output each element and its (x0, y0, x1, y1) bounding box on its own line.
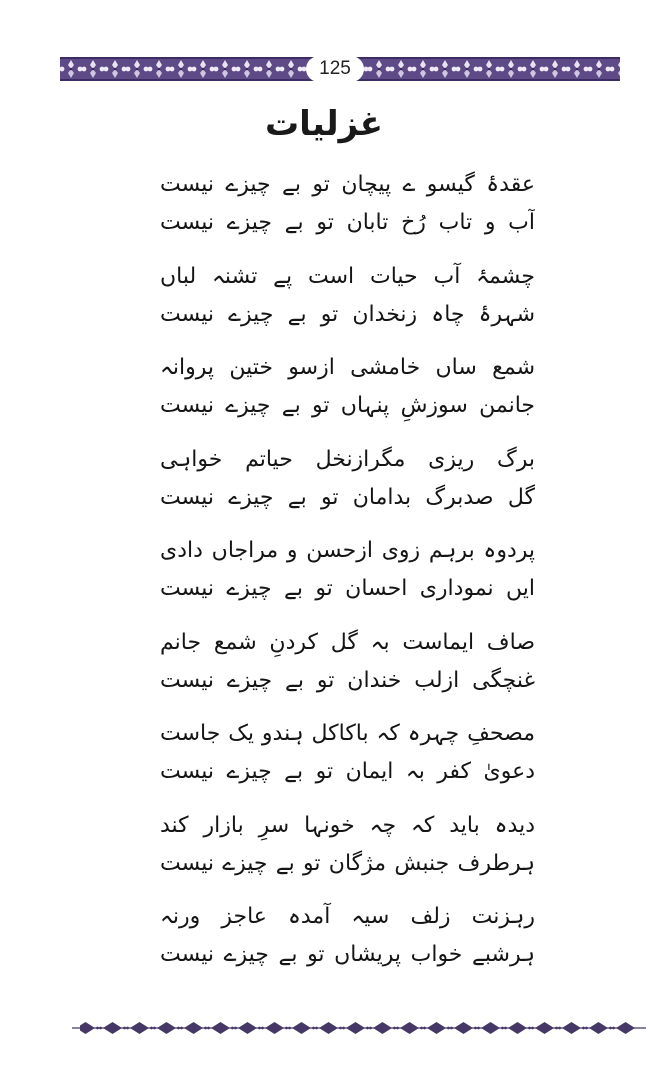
poem-body (160, 166, 535, 990)
couplet (160, 898, 535, 990)
footer-ornament-rule (72, 1018, 646, 1038)
couplet (160, 624, 535, 716)
verse-line: برگ ریزی مگرازنخل حیاتم خواہی (160, 446, 535, 472)
verse-line: مصحفِ چہرہ کہ باکاکل ہندو یک جاست (160, 721, 535, 746)
verse-line: گل صدبرگ بدامان تو بے چیزے نیست (160, 484, 535, 510)
couplet (160, 532, 535, 624)
verse-line: آب و تاب رُخ تابان تو بے چیزے نیست (160, 210, 535, 235)
verse-line: عقدۂ گیسو ے پیچان تو بے چیزے نیست (160, 172, 535, 197)
verse-line: دعویٰ کفر بہ ایمان تو بے چیزے نیست (160, 759, 535, 784)
verse-line: ہرشبے خواب پریشاں تو بے چیزے نیست (160, 942, 535, 967)
verse-line: جانمن سوزشِ پنہاں تو بے چیزے نیست (160, 393, 535, 418)
verse-line: رہزنت زلف سیہ آمدہ عاجز ورنہ (160, 904, 535, 929)
couplet (160, 807, 535, 899)
verse-line: شمع ساں خامشی ازسو ختین پروانہ (160, 355, 535, 380)
verse-line: پردوہ برہم زوی ازحسن و مراجاں دادی (160, 538, 535, 563)
verse-line: ہرطرف جنبش مژگان تو بے چیزے نیست (160, 850, 535, 876)
couplet (160, 715, 535, 807)
verse-line: ایں نموداری احسان تو بے چیزے نیست (160, 576, 535, 601)
verse-line: دیدہ باید کہ چہ خونہا سرِ بازار کند (160, 812, 535, 838)
couplet (160, 166, 535, 258)
verse-line: شہرۂ چاہ زنخدان تو بے چیزے نیست (160, 301, 535, 327)
verse-line: چشمۂ آب حیات است پے تشنہ لباں (160, 263, 535, 289)
section-title: غزلیات (265, 104, 383, 144)
couplet (160, 258, 535, 350)
verse-line: غنچگی ازلب خندان تو بے چیزے نیست (160, 667, 535, 693)
page-number: 125 (306, 56, 364, 82)
couplet (160, 349, 535, 441)
verse-line: صاف ایماست بہ گل کردنِ شمع جانم (160, 629, 535, 655)
couplet (160, 441, 535, 533)
